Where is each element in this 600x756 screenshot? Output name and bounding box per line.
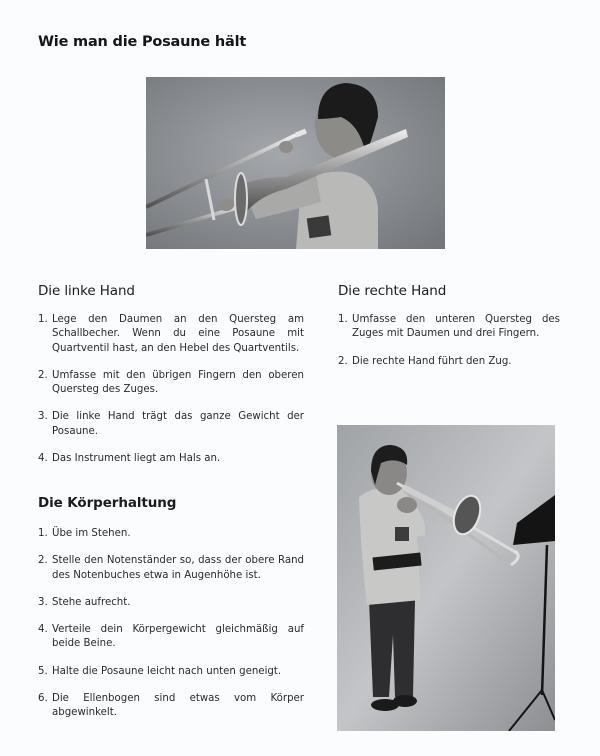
photo-boy-at-music-stand [337, 425, 555, 731]
item-number: 2. [38, 369, 48, 381]
item-text: Die Ellenbogen sind etwas vom Körper abgewinkelt. [52, 693, 304, 719]
section-heading: Die linke Hand [38, 283, 135, 299]
sweater-logo [395, 527, 409, 541]
section-right-hand [338, 283, 560, 382]
list-item [338, 313, 560, 342]
item-number: 5. [38, 665, 48, 677]
item-number: 2. [38, 555, 48, 567]
item-text: Verteile dein Körpergewicht gleichmäßig auf beide Beine. [52, 624, 304, 650]
list-item [38, 410, 304, 439]
item-number: 4. [38, 624, 48, 636]
photo-top-illustration [146, 77, 445, 249]
item-text: Stehe aufrecht. [52, 596, 131, 608]
item-number: 3. [38, 596, 48, 608]
boy-right-hand [279, 141, 293, 153]
sweater-logo [307, 215, 332, 238]
section-left-hand [38, 283, 304, 479]
item-text: Übe im Stehen. [52, 528, 131, 539]
section-heading: Die Körperhaltung [38, 495, 177, 511]
list-item [38, 665, 304, 679]
list-item [38, 369, 304, 398]
list-item [338, 355, 560, 369]
photo-bottom-illustration [337, 425, 555, 731]
boy-hands [397, 497, 417, 513]
left-hand-list [38, 313, 304, 466]
photo-boy-holding-trombone [146, 77, 445, 249]
posture-list [38, 527, 304, 721]
list-item [38, 623, 304, 652]
item-text: Lege den Daumen an den Quersteg am Schallbecher. Wenn du eine Posaune mit Quartventil hast, an den Hebel des Quartventils. [52, 314, 304, 354]
item-number: 4. [38, 453, 48, 465]
item-text: Die linke Hand trägt das ganze Gewicht der Posaune. [52, 411, 304, 437]
item-text: Umfasse mit den übrigen Fingern den oberen Quersteg des Zuges. [52, 369, 304, 396]
list-item [38, 452, 304, 466]
item-number: 1. [38, 528, 48, 539]
list-item [38, 313, 304, 356]
item-text: Die rechte Hand führt den Zug. [352, 355, 512, 367]
item-number: 1. [338, 314, 348, 325]
list-item [38, 527, 304, 541]
page-title: Wie man die Posaune hält [38, 34, 247, 50]
list-item [38, 554, 304, 583]
item-text: Umfasse den unteren Quersteg des Zuges mit Daumen und drei Fingern. [352, 314, 560, 340]
item-number: 1. [38, 314, 48, 325]
item-number: 3. [38, 411, 48, 423]
section-posture [38, 495, 304, 734]
list-item [38, 596, 304, 610]
item-text: Das Instrument liegt am Hals an. [52, 453, 221, 465]
boy-left-hand [218, 199, 234, 211]
item-number: 2. [338, 355, 348, 367]
list-item [38, 692, 304, 721]
item-number: 6. [38, 693, 48, 705]
trombone-bell [235, 173, 247, 225]
section-heading: Die rechte Hand [338, 283, 447, 299]
item-text: Stelle den Notenständer so, dass der obere Rand des Notenbuches etwa in Augenhöhe ist. [52, 555, 304, 581]
boy-shoe-right [393, 695, 417, 707]
right-hand-list [338, 313, 560, 369]
item-text: Halte die Posaune leicht nach unten geneigt. [52, 665, 282, 677]
